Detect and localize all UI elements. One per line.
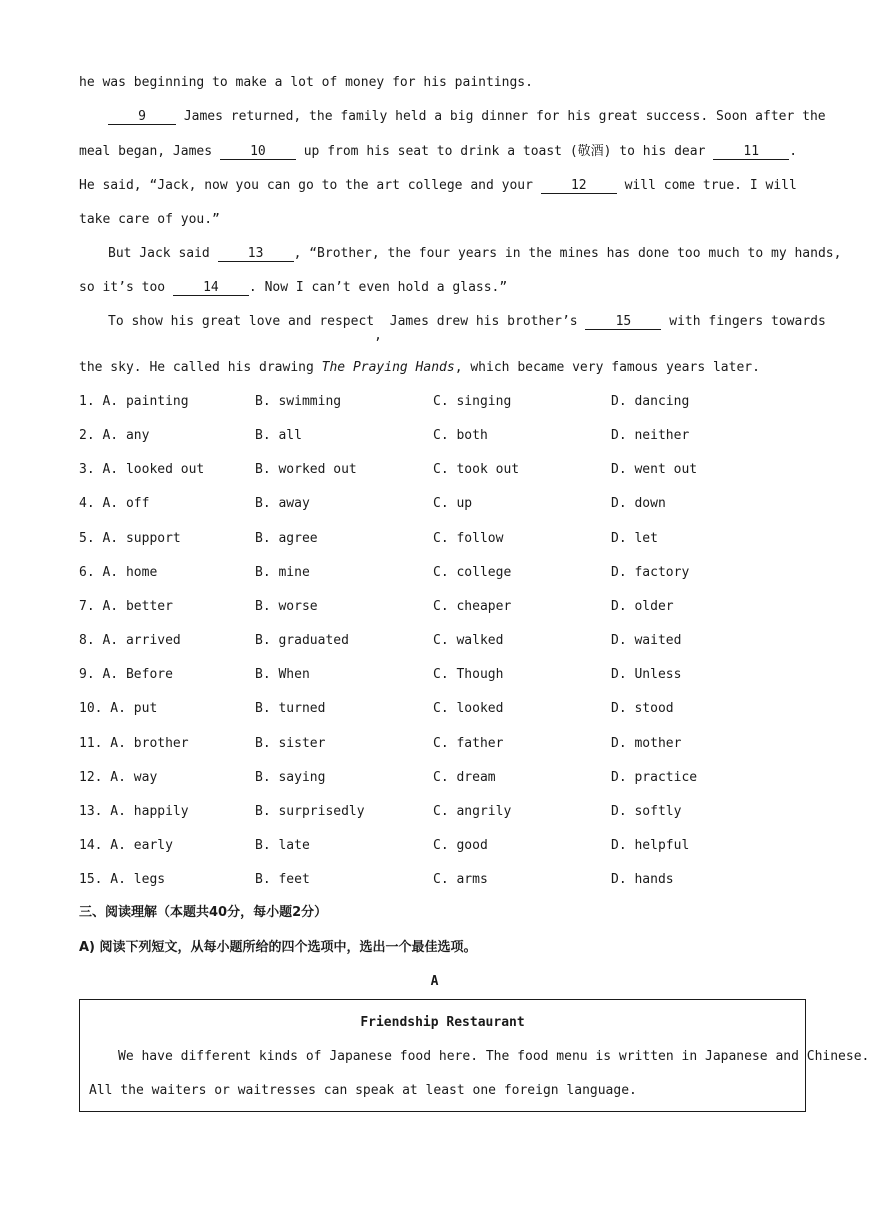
option-d: D. softly	[611, 804, 682, 819]
option-c: C. both	[433, 428, 488, 443]
blank-14: 14	[173, 280, 249, 296]
option-row	[79, 530, 799, 548]
option-b: B. sister	[255, 736, 326, 751]
drawing-title: The Praying Hands	[321, 360, 455, 375]
option-b: B. turned	[255, 701, 326, 716]
option-b: B. away	[255, 496, 310, 511]
passage-line: so it’s too 14 . Now I can’t even hold a glass.”	[79, 280, 508, 295]
box-line: We have different kinds of Japanese food here. The food menu is written in Japanese and Chinese.	[118, 1049, 869, 1064]
blank-13: 13	[218, 246, 294, 262]
option-d: D. hands	[611, 872, 674, 887]
passage-line: the sky. He called his drawing The Praying Hands, which became very famous years later.	[79, 360, 760, 375]
option-a: 2. A. any	[79, 428, 150, 443]
restaurant-box	[79, 999, 869, 1112]
option-row	[79, 735, 799, 753]
option-a: 14. A. early	[79, 838, 173, 853]
option-b: B. surprisedly	[255, 804, 365, 819]
option-c: C. singing	[433, 394, 512, 409]
passage-line: take care of you.”	[79, 212, 220, 227]
stray-comma: ,	[374, 328, 382, 343]
option-c: C. looked	[433, 701, 504, 716]
option-c: C. dream	[433, 770, 496, 785]
option-c: C. college	[433, 565, 512, 580]
option-a: 10. A. put	[79, 701, 158, 716]
option-row	[79, 495, 799, 513]
option-d: D. practice	[611, 770, 698, 785]
option-row	[79, 427, 799, 445]
option-b: B. agree	[255, 531, 318, 546]
blank-11: 11	[713, 144, 789, 160]
option-d: D. neither	[611, 428, 690, 443]
blank-10: 10	[220, 144, 296, 160]
passage-line: he was beginning to make a lot of money for his paintings.	[79, 75, 533, 90]
blank-15: 15	[585, 314, 661, 330]
option-a: 15. A. legs	[79, 872, 166, 887]
passage-line: He said, “Jack, now you can go to the art college and your 12 will come true. I will	[79, 178, 797, 193]
option-b: B. late	[255, 838, 310, 853]
option-row	[79, 871, 799, 889]
option-c: C. arms	[433, 872, 488, 887]
option-b: B. saying	[255, 770, 326, 785]
option-a: 1. A. painting	[79, 394, 189, 409]
option-a: 12. A. way	[79, 770, 158, 785]
section-heading: 三、阅读理解（本题共40分，每小题2分）	[79, 905, 328, 920]
option-row	[79, 769, 799, 787]
passage-line: 9 James returned, the family held a big dinner for his great success. Soon after the	[108, 108, 826, 126]
option-row	[79, 666, 799, 684]
passage-line: To show his great love and respect, James drew his brother’s 15 with fingers towards	[108, 314, 826, 343]
box-line: All the waiters or waitresses can speak at least one foreign language.	[89, 1083, 637, 1098]
passage-line: meal began, James 10 up from his seat to drink a toast (敬酒) to his dear 11 .	[79, 144, 798, 159]
blank-9: 9	[108, 109, 176, 125]
option-a: 13. A. happily	[79, 804, 189, 819]
option-row	[79, 837, 799, 855]
option-d: D. older	[611, 599, 674, 614]
option-a: 9. A. Before	[79, 667, 173, 682]
option-d: D. down	[611, 496, 666, 511]
option-c: C. took out	[433, 462, 520, 477]
option-d: D. helpful	[611, 838, 690, 853]
option-b: B. swimming	[255, 394, 342, 409]
option-a: 3. A. looked out	[79, 462, 205, 477]
option-b: B. feet	[255, 872, 310, 887]
option-row	[79, 393, 799, 411]
option-d: D. waited	[611, 633, 682, 648]
option-c: C. up	[433, 496, 473, 511]
option-row	[79, 700, 799, 718]
box-title: Friendship Restaurant	[360, 1015, 525, 1030]
option-c: C. angrily	[433, 804, 512, 819]
option-row	[79, 632, 799, 650]
option-c: C. cheaper	[433, 599, 512, 614]
option-a: 6. A. home	[79, 565, 158, 580]
section-instruction: A) 阅读下列短文，从每小题所给的四个选项中，选出一个最佳选项。	[79, 940, 477, 955]
option-b: B. graduated	[255, 633, 349, 648]
option-c: C. follow	[433, 531, 504, 546]
option-a: 11. A. brother	[79, 736, 189, 751]
option-a: 7. A. better	[79, 599, 173, 614]
passage-line: But Jack said 13 , “Brother, the four years in the mines has done too much to my hands,	[108, 246, 842, 261]
option-b: B. worse	[255, 599, 318, 614]
option-d: D. let	[611, 531, 658, 546]
option-row	[79, 803, 799, 821]
option-c: C. father	[433, 736, 504, 751]
passage-letter: A	[430, 974, 439, 989]
blank-12: 12	[541, 178, 617, 194]
option-b: B. worked out	[255, 462, 357, 477]
option-a: 8. A. arrived	[79, 633, 181, 648]
option-c: C. walked	[433, 633, 504, 648]
option-b: B. all	[255, 428, 302, 443]
option-row	[79, 598, 799, 616]
option-row	[79, 564, 799, 582]
option-d: D. stood	[611, 701, 674, 716]
option-c: C. Though	[433, 667, 504, 682]
option-c: C. good	[433, 838, 488, 853]
option-a: 5. A. support	[79, 531, 181, 546]
option-d: D. dancing	[611, 394, 690, 409]
option-d: D. went out	[611, 462, 698, 477]
option-d: D. factory	[611, 565, 690, 580]
option-b: B. mine	[255, 565, 310, 580]
option-d: D. Unless	[611, 667, 682, 682]
option-d: D. mother	[611, 736, 682, 751]
option-b: B. When	[255, 667, 310, 682]
option-a: 4. A. off	[79, 496, 150, 511]
option-row	[79, 461, 799, 479]
